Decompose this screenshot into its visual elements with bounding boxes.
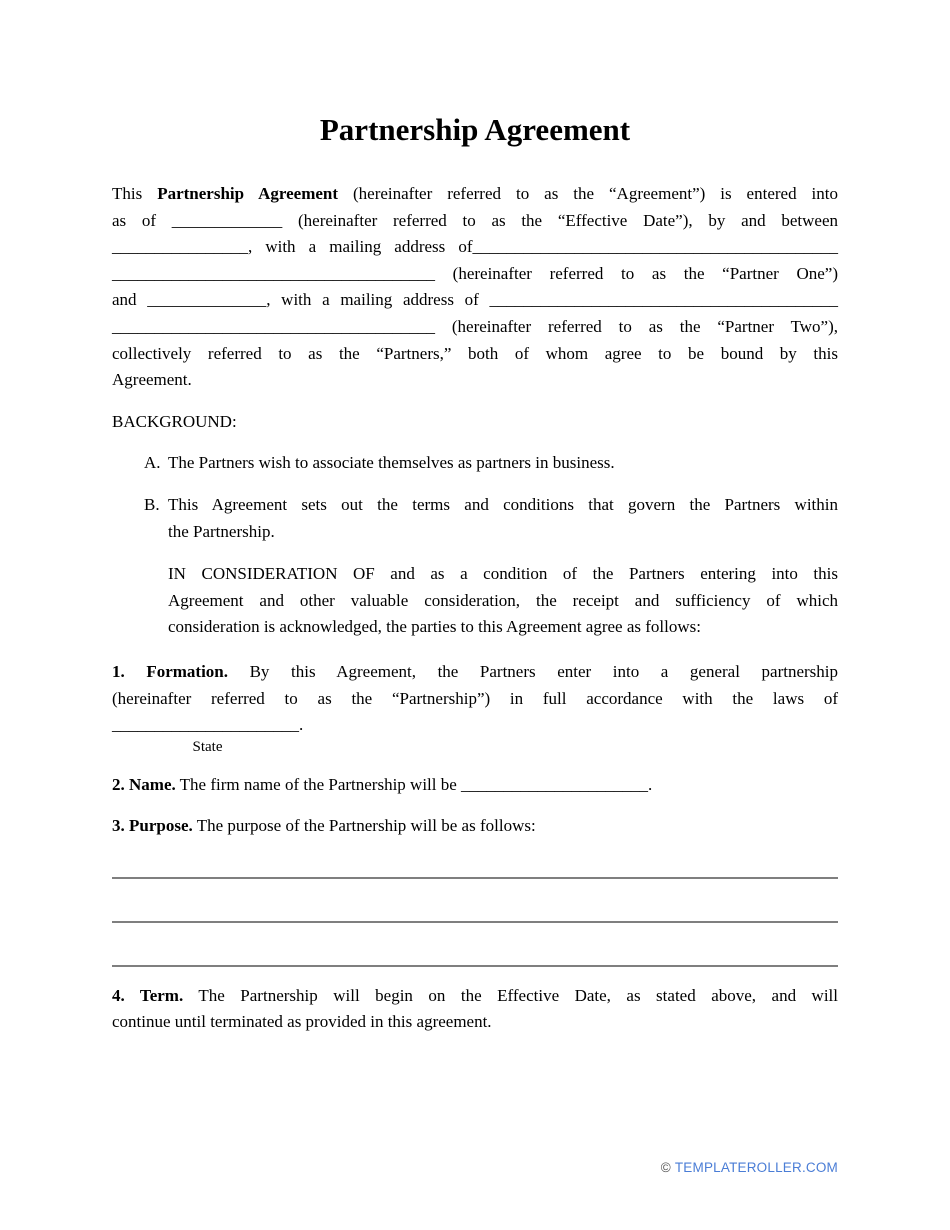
text-line bbox=[168, 519, 838, 546]
text-line bbox=[168, 614, 838, 641]
document-body bbox=[112, 148, 838, 1036]
text: (hereinafter referred to as the “Partnership”) in full accordance with the laws of bbox=[112, 688, 838, 708]
text: BACKGROUND: bbox=[112, 411, 237, 431]
section-3-purpose bbox=[112, 813, 838, 840]
text: ________________, with a mailing address of___________________________________________ bbox=[112, 237, 838, 257]
text-line bbox=[168, 561, 838, 588]
text: and ______________, with a mailing address of _________________________________________ bbox=[112, 290, 838, 310]
text: The purpose of the Partnership will be as follows: bbox=[192, 816, 536, 836]
text-line bbox=[112, 983, 838, 1010]
bold-text: 4. Term. bbox=[112, 985, 184, 1005]
text-line bbox=[168, 588, 838, 615]
text-line bbox=[112, 314, 838, 341]
copyright-icon: © bbox=[660, 1160, 671, 1175]
footer bbox=[661, 1160, 838, 1176]
text: collectively referred to as the “Partners,” both of whom agree to be bound by this bbox=[112, 343, 838, 363]
consideration-paragraph bbox=[112, 561, 838, 641]
page-title: Partnership Agreement bbox=[319, 112, 631, 147]
state-field-label: State bbox=[192, 738, 223, 755]
text-line bbox=[112, 712, 838, 739]
text: By this Agreement, the Partners enter into a general partnership bbox=[228, 661, 838, 681]
text-line bbox=[112, 208, 838, 235]
templateroller-link[interactable]: TEMPLATEROLLER.COM bbox=[674, 1160, 838, 1175]
text-line bbox=[112, 686, 838, 713]
text: The Partners wish to associate themselves as partners in business. bbox=[168, 453, 615, 473]
intro-paragraph bbox=[112, 181, 838, 394]
text: consideration is acknowledged, the parties to this Agreement agree as follows: bbox=[168, 617, 701, 637]
text: (hereinafter referred to as the “Agreement”) is entered into bbox=[338, 184, 838, 203]
bold-text: 3. Purpose. bbox=[112, 816, 193, 836]
list-marker: B. bbox=[144, 494, 160, 514]
text: This Agreement sets out the terms and conditions that govern the Partners within bbox=[168, 494, 838, 514]
text: the Partnership. bbox=[168, 521, 275, 541]
text-line bbox=[112, 287, 838, 314]
recital-b bbox=[112, 492, 838, 545]
text: ______________________. bbox=[112, 715, 304, 735]
purpose-fill-line-2 bbox=[112, 879, 838, 923]
text-line bbox=[112, 659, 838, 686]
section-1-formation bbox=[112, 659, 838, 757]
text-line bbox=[112, 367, 838, 394]
text-line bbox=[112, 181, 838, 208]
background-heading bbox=[112, 409, 838, 436]
text: The Partnership will begin on the Effective Date, as stated above, and will bbox=[183, 985, 838, 1005]
text-line bbox=[168, 492, 838, 519]
list-marker: A. bbox=[144, 453, 161, 473]
text-line bbox=[168, 450, 838, 477]
recital-a bbox=[112, 450, 838, 477]
text: Agreement. bbox=[112, 370, 192, 390]
text: Agreement and other valuable consideration, the receipt and sufficiency of which bbox=[168, 590, 838, 610]
text-line bbox=[112, 1009, 838, 1036]
text: The firm name of the Partnership will be ______________________. bbox=[175, 774, 653, 794]
text: IN CONSIDERATION OF and as a condition of the Partners entering into this bbox=[168, 564, 838, 584]
section-2-name bbox=[112, 772, 838, 799]
text: as of _____________ (hereinafter referred to as the “Effective Date”), by and between bbox=[112, 210, 838, 230]
section-4-term bbox=[112, 983, 838, 1036]
purpose-fill-line-1 bbox=[112, 840, 838, 879]
bold-text: Partnership Agreement bbox=[157, 184, 339, 203]
text-line bbox=[112, 772, 838, 799]
text-line bbox=[112, 813, 838, 840]
purpose-fill-line-3 bbox=[112, 923, 838, 967]
text: ______________________________________ (hereinafter referred to as the “Partner One”) bbox=[112, 263, 838, 283]
bold-text: 2. Name. bbox=[112, 774, 176, 794]
text-line bbox=[112, 261, 838, 288]
text-line bbox=[112, 341, 838, 368]
text-line bbox=[112, 409, 838, 436]
text: continue until terminated as provided in this agreement. bbox=[112, 1012, 492, 1032]
bold-text: 1. Formation. bbox=[112, 661, 229, 681]
text-line bbox=[112, 234, 838, 261]
text: This bbox=[112, 184, 158, 203]
text: ______________________________________ (hereinafter referred to as the “Partner Two”), bbox=[112, 316, 838, 336]
